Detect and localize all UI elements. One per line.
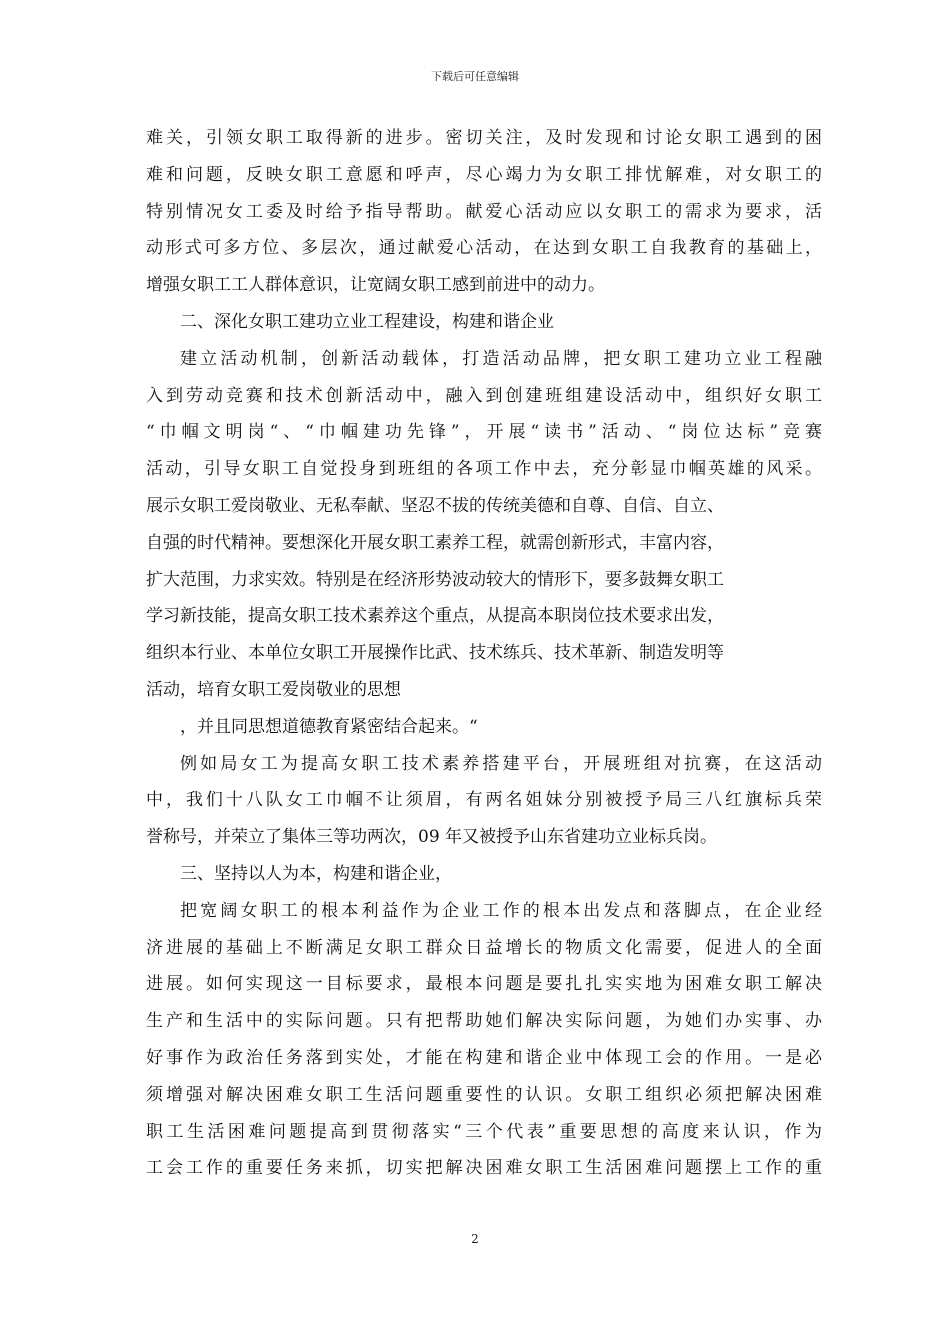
text-line: 须增强对解决困难女职工生活问题重要性的认识。女职工组织必须把解决困难 bbox=[146, 1084, 822, 1105]
page-header: 下载后可任意编辑 bbox=[431, 70, 519, 83]
document-body bbox=[146, 120, 822, 1187]
text-line: 入到劳动竞赛和技术创新活动中，融入到创建班组建设活动中，组织好女职工 bbox=[146, 385, 822, 406]
text-line: 展示女职工爱岗敬业、无私奉献、坚忍不拔的传统美德和自尊、自信、自立、 bbox=[146, 495, 724, 516]
text-line: 职工生活困难问题提高到贯彻落实“三个代表”重要思想的高度来认识，作为 bbox=[146, 1121, 822, 1142]
text-line: 例如局女工为提高女职工技术素养搭建平台，开展班组对抗赛，在这活动 bbox=[180, 753, 822, 774]
text-line: 济进展的基础上不断满足女职工群众日益增长的物质文化需要，促进人的全面 bbox=[146, 937, 822, 958]
text-line: 扩大范围，力求实效。特别是在经济形势波动较大的情形下，要多鼓舞女职工 bbox=[146, 569, 724, 590]
text-line: 组织本行业、本单位女职工开展操作比武、技术练兵、技术革新、制造发明等 bbox=[146, 643, 724, 664]
text-line: 好事作为政治任务落到实处，才能在构建和谐企业中体现工会的作用。一是必 bbox=[146, 1047, 822, 1068]
text-line: 活动，培育女职工爱岗敬业的思想 bbox=[146, 679, 401, 700]
section-heading: 三、坚持以人为本，构建和谐企业， bbox=[180, 863, 452, 884]
text-line: “巾帼文明岗“、“巾帼建功先锋”，开展“读书”活动、“岗位达标”竞赛 bbox=[146, 422, 822, 443]
text-line: 增强女职工工人群体意识，让宽阔女职工感到前进中的动力。 bbox=[146, 275, 605, 296]
text-line: 难关，引领女职工取得新的进步。密切关注，及时发现和讨论女职工遇到的困 bbox=[146, 128, 822, 148]
text-line: 进展。如何实现这一目标要求，最根本问题是要扎扎实实地为困难女职工解决 bbox=[146, 974, 822, 995]
section-heading: 二、深化女职工建功立业工程建设，构建和谐企业 bbox=[180, 311, 554, 332]
text-line: 工会工作的重要任务来抓，切实把解决困难女职工生活困难问题摆上工作的重 bbox=[146, 1158, 822, 1179]
text-line: 中，我们十八队女工巾帼不让须眉，有两名姐妹分别被授予局三八红旗标兵荣 bbox=[146, 790, 822, 811]
text-line: 特别情况女工委及时给予指导帮助。献爱心活动应以女职工的需求为要求，活 bbox=[146, 201, 822, 222]
text-line: 自强的时代精神。要想深化开展女职工素养工程，就需创新形式，丰富内容， bbox=[146, 532, 724, 553]
text-line: 活动，引导女职工自觉投身到班组的各项工作中去，充分彰显巾帼英雄的风采。 bbox=[146, 459, 822, 480]
text-line: 把宽阔女职工的根本利益作为企业工作的根本出发点和落脚点，在企业经 bbox=[180, 900, 822, 921]
text-line: 誉称号，并荣立了集体三等功两次，09 年又被授予山东省建功立业标兵岗。 bbox=[146, 827, 718, 848]
text-line: 建立活动机制，创新活动载体，打造活动品牌，把女职工建功立业工程融 bbox=[180, 348, 822, 369]
text-line: 学习新技能，提高女职工技术素养这个重点，从提高本职岗位技术要求出发， bbox=[146, 606, 724, 627]
text-line: 难和问题，反映女职工意愿和呼声，尽心竭力为女职工排忧解难，对女职工的 bbox=[146, 164, 822, 185]
page-number: 2 bbox=[471, 1232, 479, 1246]
text-line: ，并且同思想道德教育紧密结合起来。“ bbox=[180, 716, 478, 737]
text-line: 动形式可多方位、多层次，通过献爱心活动，在达到女职工自我教育的基础上， bbox=[146, 238, 822, 259]
text-line: 生产和生活中的实际问题。只有把帮助她们解决实际问题，为她们办实事、办 bbox=[146, 1011, 822, 1032]
